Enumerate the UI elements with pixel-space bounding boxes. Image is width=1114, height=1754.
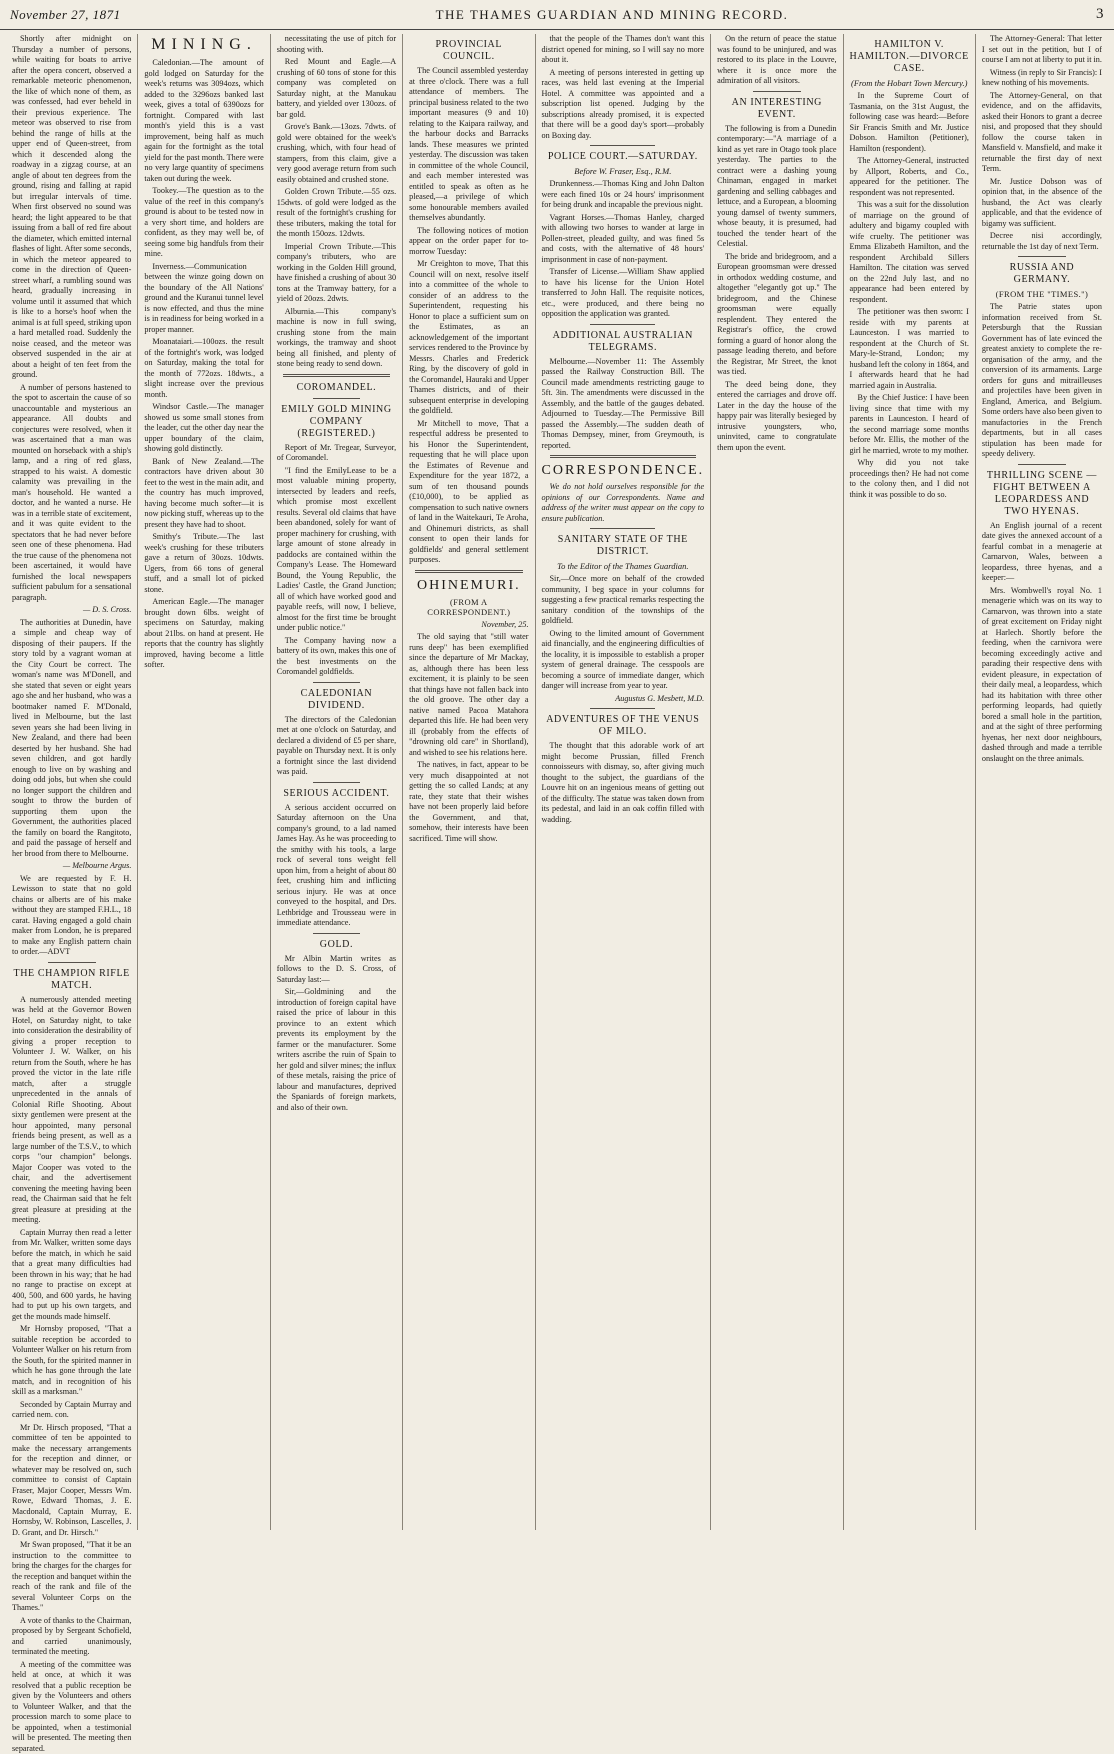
divider	[753, 91, 801, 92]
rifle-paragraph: Seconded by Captain Murray and carried nem. con.	[12, 1400, 131, 1421]
ohinemuri-paragraph: that the people of the Thames don't want this district opened for mining, so I will say no more about it.	[542, 34, 705, 66]
rifle-paragraph: Mr Hornsby proposed, "That a suitable reception be accorded to Volunteer Walker on his return from the South, for the spirited manner in which he has gone through the late match, and in recognition of his skill as a marksman."	[12, 1324, 131, 1398]
dividend-paragraph: The directors of the Caledonian met at one o'clock on Saturday, and declared a dividend of £5 per share, payable on Thursday next. It is only a fortnight since the last dividend was paid.	[277, 715, 396, 778]
divorce-paragraph: Why did you not take proceedings then? He had not come to the colony then, and I did not think it was possible to do so.	[850, 458, 969, 500]
article-source: (FROM THE "TIMES.")	[982, 289, 1102, 299]
divorce-paragraph: The Attorney-General, on that evidence, and on the affidavits, asked their Honors to grant a decree nisi, and proposed that they should follow the course taken in Mansfield v. Mansfield, and make it returnable the first day of next Term.	[982, 91, 1102, 175]
russia-paragraph: The Patrie states upon information received from St. Petersburgh that the Russian Government has of late evinced the greatest anxiety to complete the re-organisation of the army, and the conversion of its armaments. Large orders for guns and mitrailleuses and projectiles have been given in England, America, and Belgium. Some orders have also been given to manufactories in the French departments, but in all cases stipulation has been made for speedy delivery.	[982, 302, 1102, 460]
rifle-paragraph: Mr Dr. Hirsch proposed, "That a committee of ten be appointed to make the necessary arrangements for the reception and dinner, or whatever may be resolved on, such committee to consist of Captain Fraser, Major Cooper, Messrs Wm. Rowe, Edward Thomas, J. E. Macdonald, Captain Murray, E. Hornsby, W. Robinson, Lascelles, J. D. Grant, and Dr. Hirsch."	[12, 1423, 131, 1539]
rifle-paragraph: A meeting of the committee was held at once, at which it was resolved that a public reception be given by the Volunteers and others to Volunteer Walker, and that the procession march to some place to be appointed, when a testimonial will be presented. The meeting then separated.	[12, 1660, 131, 1754]
dateline: November, 25.	[409, 620, 528, 631]
divider	[1018, 256, 1066, 257]
council-paragraph: Mr Creighton to move, That this Council will on next, resolve itself into a committee of the whole to consider of an address to the Superintendent, requesting his Honor to place a sufficient sum on the Estimates, as an acknowledgement of the important services rendered to the Province by Messrs. Charles and Frederick Ring, by the discovery of gold in the Coromandel, Hauraki and Upper Thames districts, and of their subsequent enterprise in developing the goldfield.	[409, 259, 528, 417]
paupers-article: The authorities at Dunedin, have a simple and cheap way of disposing of their paupers. If the story told by a vagrant woman at the City Court be correct. The woman's name was M'Donell, and she stated that seven or eight years ago she and her husband, who was a bootmaker named F. M'Donald, lived in Melbourne, but the last seven years she had been living in New Zealand, and there had been deserted by her husband. She had seven children, and got hardly enough to live on by washing and doing odd jobs, but when she could no longer support the children and sought to throw the burden of supporting them upon the Government, the authorities placed the family on board the Rangitoto, and paid the passage of herself and her brood from there to Melbourne.	[12, 618, 131, 860]
races-paragraph: A meeting of persons interested in getting up races, was held last evening at the Imperial Hotel. A committee was appointed and a subscription list opened. Judging by the subscriptions already promised, it is expected that there will be a good day's sport—probably on Boxing day.	[542, 68, 705, 142]
mining-report: necessitating the use of pitch for shooting with.	[277, 34, 396, 55]
council-paragraph: The Council assembled yesterday at three o'clock. There was a full attendance of members. The principal business related to the two important measures (9 and 10) relating to the Kaipara railway, and the harbour docks and Barracks lands. These measures we printed yesterday. The discussion was taken in committee of the whole Council, and each member interested was entitled to speak as often as he pleased,—a privilege of which some honourable members availed themselves abundantly.	[409, 66, 528, 224]
column-2	[138, 34, 270, 1530]
court-case: Transfer of License.—William Shaw applied to have his license for the Union Hotel transferred to John Hall. The requisite notices, etc., were produced, and there being no opposition the application was granted.	[542, 267, 705, 320]
headline-emily-company: EMILY GOLD MINING COMPANY (REGISTERED.)	[277, 404, 396, 440]
emily-report: The Company having now a battery of its own, makes this one of the best investments on the Coromandel goldfields.	[277, 636, 396, 678]
masthead	[0, 0, 1114, 30]
divider	[550, 455, 696, 458]
mining-report: Red Mount and Eagle.—A crushing of 60 tons of stone for this company was completed on Saturday night, at the Manukau battery, and yielded over 130ozs. of bar gold.	[277, 57, 396, 120]
divorce-paragraph: Mr. Justice Dobson was of opinion that, in the absence of the husband, the Act was clearly applicable, and that the evidence of bigamy was sufficient.	[982, 177, 1102, 230]
rifle-paragraph: Mr Swan proposed, "That it be an instruction to the committee to bring the charges for the charges for the reception and banquet within the reach of the rank and file of the several Volunteer Corps on the Thames."	[12, 1540, 131, 1614]
column-3	[271, 34, 403, 1530]
letter-paragraph: Sir,—Once more on behalf of the crowded community, I beg space in your columns for suggesting a few practical remarks respecting the sanitary condition of the townships of the goldfield.	[542, 574, 705, 627]
mining-report: Grove's Bank.—13ozs. 7dwts. of gold were obtained for the week's crushing, which, with four head of stampers, from this claim, give a very good average return from such easily obtained and crushed stone.	[277, 122, 396, 185]
column-5	[536, 34, 712, 1530]
mining-report: Smithy's Tribute.—The last week's crushing for these tributers gave a return of 30ozs. 10dwts. Ugers, from 66 tons of general stuff, and a small lot of picked stone.	[144, 532, 263, 595]
headline-interesting-event: AN INTERESTING EVENT.	[717, 97, 836, 121]
divorce-paragraph: In the Supreme Court of Tasmania, on the 31st August, the following case was heard:—Before Sir Francis Smith and Mr. Justice Dobson. Hamilton (Petitioner), Hamilton (respondent).	[850, 91, 969, 154]
venus-paragraph: On the return of peace the statue was found to be uninjured, and was restored to its place in the Louvre, where it is once more the admiration of all visitors.	[717, 34, 836, 87]
letter-signature: Augustus G. Mesbett, M.D.	[542, 694, 705, 705]
headline-correspondence: CORRESPONDENCE.	[542, 463, 705, 479]
headline-sanitary: SANITARY STATE OF THE DISTRICT.	[542, 534, 705, 558]
divider	[313, 682, 361, 683]
court-case: Vagrant Horses.—Thomas Hanley, charged with allowing two horses to wander at large in Pollen-street, pleaded guilty, and was fined 5s and costs, with the alternative of 48 hours' imprisonment in case of non-payment.	[542, 213, 705, 266]
editor-note: We do not hold ourselves responsible for the opinions of our Correspondents. Name and address of the writer must appear on the copy to ensure publication.	[542, 482, 705, 524]
council-paragraph: The following notices of motion appear on the order paper for to-morrow Tuesday:	[409, 226, 528, 258]
divider	[283, 374, 390, 377]
event-paragraph: The bride and bridegroom, and a European groomsman were dressed in orthodox wedding costume, and altogether "elegantly got up." The bridegroom, and the Chinese groomsman were equally resplendent. They entered the Registrar's office, the crowd forming a guard of honor along the passage leading thereto, and before the Registrar, Mr Street, the knot was tied.	[717, 252, 836, 378]
gold-paragraph: Sir,—Goldmining and the introduction of foreign capital have raised the price of labour in this province to an extent which prevents its employment by the farmer or the manufacturer. Some writers ascribe the ruin of Spain to her gold and silver mines; the influx of these metals, raising the price of labour and manufactures, deprived the Spaniards of foreign markets, and also of their own.	[277, 987, 396, 1113]
divorce-paragraph: This was a suit for the dissolution of marriage on the ground of adultery and bigamy coupled with wife cruelty. The petitioner was Emma Elizabeth Hamilton, and the respondent Archibald Sillers Hamilton. The citation was served on the 22nd July last, and no appearance had been entered by respondent.	[850, 200, 969, 305]
headline-ohinemuri: OHINEMURI.	[409, 578, 528, 594]
divorce-paragraph: By the Chief Justice: I have been living since that time with my parents in Launceston. I heard of the second marriage some months before Mr. Ellis, the mother of the girl he married, wrote to my mother.	[850, 393, 969, 456]
rifle-paragraph: Captain Murray then read a letter from Mr. Walker, written some days before the match, in which he said that a great many difficulties had been thrown in his way; that he had no range to practise on except at 400, 500, and 600 yards, he having had to put up his own targets, and get the mounds made himself.	[12, 1228, 131, 1323]
divider	[313, 398, 361, 399]
headline-mining: MINING.	[144, 36, 263, 54]
mining-report: Imperial Crown Tribute.—This company's tributers, who are working in the Golden Hill ground, have finished a crushing of about 30 tons at the Tramway battery, for a yield of 20ozs. 2dwts.	[277, 242, 396, 305]
letter-paragraph: Owing to the limited amount of Government aid financially, and the engineering difficulties of the locality, it is impossible to establish a proper system of general drainage. The cesspools are becoming a source of immediate danger, which danger will increase from year to year.	[542, 629, 705, 692]
emily-report: "I find the EmilyLease to be a most valuable mining property, intersected by leaders and reefs, which promise most excellent results. Several old claims that have been abandoned, solely for want of proper machinery for crushing, with large amount of stone already in paddocks are contained within the Company's Lease. The Homeward Bound, the Young Republic, the Ladies' Castle, the Grand Junction; all of which have worked good and payable reefs, will now, I believe, almost for the first time be brought under public notice."	[277, 466, 396, 634]
column-4	[403, 34, 535, 1530]
headline-russia-germany: RUSSIA AND GERMANY.	[982, 262, 1102, 286]
divider	[590, 324, 655, 325]
issue-date: November 27, 1871	[10, 7, 160, 23]
mining-report: Inverness.—Communication between the winze going down on the boundary of the All Nations' ground and the Kuranui tunnel level is now effected, and thus the mine is in readiness for being worked in a proper manner.	[144, 262, 263, 336]
meteor-article-cont: A number of persons hastened to the spot to ascertain the cause of so unaccountable and mysterious an appearance. All doubts and conjectures were resolved, when it was ascertained that a man was mounted on horseback with a ship's lamp, and a ring of red glass, strapped to his waist. A domestic calamity was prevailing in the man's household. He wanted a doctor, and he wanted a nurse. He was in a terrible state of excitement, and it was quite evident to the spectators that he had never before seen one of these phenomena. Had the true cause of the phenomena not been ascertained, it would have furnished the local newspapers sufficient pabulum for a sensational paragraph.	[12, 383, 131, 604]
venus-paragraph: The thought that this adorable work of art might become Prussian, filled French connoisseurs with dismay, so, after giving much thought to the subject, the guardians of the Louvre hit on an ingenious means of getting out of the difficulty. The statue was taken down from its pedestal, and laid in an oak coffin filled with wadding.	[542, 741, 705, 825]
divorce-paragraph: The Attorney-General: That letter I set out in the petition, but I of course I am not at liberty to put it in.	[982, 34, 1102, 66]
mining-report: Golden Crown Tribute.—55 ozs. 15dwts. of gold were lodged as the result of the fortnight's crushing for these tributers, making the total for the month 150ozs. 12dwts.	[277, 187, 396, 240]
headline-police-court: POLICE COURT.—SATURDAY.	[542, 151, 705, 163]
column-8	[976, 34, 1108, 1530]
court-magistrate: Before W. Fraser, Esq., R.M.	[542, 166, 705, 176]
advertisement: We are requested by F. H. Lewisson to state that no gold chains or alberts are of his make without they are stamped F.H.L., 18 carat. Having engaged a gold chain maker from London, he is prepared to make any English pattern chain to order.—ADVT	[12, 874, 131, 958]
letter-salutation: To the Editor of the Thames Guardian.	[542, 561, 705, 571]
mining-report: Bank of New Zealand.—The contractors have driven about 30 feet to the west in the main adit, and the country has much improved, having become much softer—it is now picking stuff, whereas up to the present they have had to shoot.	[144, 457, 263, 531]
ohinemuri-paragraph: The old saying that "still water runs deep" has been exemplified since the departure of Mr Mackay, as, although there has been less excitement, it is plainly to be seen that things have not fallen back into the old groove. The other day a native named Pacoa Matahora departed this life. He had been very ill (probably from the effects of "drowning old care" in Shortland), and wished to see his relations here.	[409, 632, 528, 758]
divorce-paragraph: Witness (in reply to Sir Francis): I knew nothing of his movements.	[982, 68, 1102, 89]
divider	[48, 962, 96, 963]
divider	[590, 708, 655, 709]
ohinemuri-paragraph: The natives, in fact, appear to be very much disappointed at not getting the so called Lands; at any rate, they state that their wishes have not been properly laid before the Government, and that, somehow, their interests have been sacrificed. Time will show.	[409, 760, 528, 844]
headline-rifle-match: THE CHAMPION RIFLE MATCH.	[12, 968, 131, 992]
headline-telegrams: ADDITIONAL AUSTRALIAN TELEGRAMS.	[542, 330, 705, 354]
divider	[415, 570, 522, 573]
court-case: Drunkenness.—Thomas King and John Dalton were each fined 10s or 24 hours' imprisonment for being drunk and incapable the previous night.	[542, 179, 705, 211]
meteor-article: Shortly after midnight on Thursday a number of persons, while waiting for boats to arrive after the opera concert, observed a remarkable meteoric phenomenon, the like of which none of them, as was confessed, had ever beheld in their previous experience. The meteor was observed to rise from behind the range of hills at the upper end of Queen-street, from which it descended along the roadway in a zigzag course, at an angle of about ten degrees from the ground, rising and falling at rapid but irregular intervals of time. When first observed no sound was heard; the light appeared to be that issuing from a ball of red fire about the diameter, which emitted internal flashes of light. After some seconds, in which the meteor appeared to come in the direction of Queen-street wharf, a rumbling sound was heard, gradually increasing in volume until it assumed that which is like to a horse's hoof when the animal is at full speed, striking upon a hard metalled road. Suddenly the noise ceased, and the meteor was observed suspended in the air at about a height of ten feet from the ground.	[12, 34, 131, 381]
headline-coromandel: COROMANDEL.	[277, 382, 396, 394]
column-7	[844, 34, 976, 1530]
column-6	[711, 34, 843, 1530]
headline-provincial-council: PROVINCIAL COUNCIL.	[409, 39, 528, 63]
accident-paragraph: A serious accident occurred on Saturday afternoon on the Una company's ground, to a lad named James Hay. As he was proceeding to the smithy with his tools, a large rock of several tons weight fell upon him, from a height of about 80 feet, crushing him and inflicting serious injury. He was at once conveyed to the hospital, and Drs. Lethbridge and Trousseau were in immediate attendance.	[277, 803, 396, 929]
hyenas-paragraph: An English journal of a recent date gives the annexed account of a fearful combat in a menagerie at Carnarvon, Wales, between a leopardess, three hyenas, and a keeper:—	[982, 521, 1102, 584]
article-source: — D. S. Cross.	[12, 605, 131, 616]
headline-gold: GOLD.	[277, 939, 396, 951]
council-paragraph: Mr Mitchell to move, That a respectful address be presented to his Honor the Superintendent, requesting that he will place upon the Estimates of Revenue and Expenditure for the year 1872, a sum of ten thousand pounds (£10,000), to be applied as compensation to such native owners of land in the Waitekauri, Te Aroha, and Ohinemuri districts, as shall consent to open their lands for goldfields' and general settlement purposes.	[409, 419, 528, 566]
headline-venus-of-milo: ADVENTURES OF THE VENUS OF MILO.	[542, 714, 705, 738]
byline: (FROM A CORRESPONDENT.)	[409, 597, 528, 617]
divorce-paragraph: The Attorney-General, instructed by Allport, Roberts, and Co., appeared for the petitioner. The respondent was not represented.	[850, 156, 969, 198]
newspaper-columns	[6, 34, 1108, 1530]
report-intro: Report of Mr. Tregear, Surveyor, of Coromandel.	[277, 443, 396, 464]
mining-report: Caledonian.—The amount of gold lodged on Saturday for the week's returns was 3094ozs, which added to the 3296ozs banked last week, gives a total of 6390ozs for fortnight. Compared with last month's yield this is a vast improvement, being half as much again for the fortnight as the total yield for the past month. There were no very large quantity of specimens taken out during the week.	[144, 58, 263, 184]
gold-paragraph: Mr Albin Martin writes as follows to the D. S. Cross, of Saturday last:—	[277, 954, 396, 986]
telegram-paragraph: Melbourne.—November 11: The Assembly passed the Railway Construction Bill. The Council made amendments restricting gauge to 5ft. 3in. The amendments were discussed in the Assembly, and the battle of the gauges debated. Adjourned to Tuesday.—The Permissive Bill passed the Assembly.—The sudden death of Thomas Dempsey, miner, from Greymouth, is reported.	[542, 357, 705, 452]
rifle-paragraph: A numerously attended meeting was held at the Governor Bowen Hotel, on Saturday night, to take into consideration the desirability of giving a proper reception to Volunteer J. W. Walker, on his return from the South, where he has proved the victor in the late rifle match, after a struggle unprecedented in the annals of Colonial Rifle Shooting. About sixty gentlemen were present at the hour appointed, many personal friends being present, as well as a large number of the T.S.V., to which corps "our champion" belongs. Major Cooper was voted to the chair, and the advertisement convening the meeting having been read, the Chairman said that he felt great pleasure at presiding at the meeting.	[12, 995, 131, 1226]
divider	[313, 782, 361, 783]
article-source: (From the Hobart Town Mercury.)	[850, 78, 969, 88]
divider	[590, 528, 655, 529]
newspaper-title: THE THAMES GUARDIAN AND MINING RECORD.	[160, 7, 1064, 23]
headline-divorce-case: HAMILTON V. HAMILTON.—DIVORCE CASE.	[850, 39, 969, 75]
divorce-paragraph: The petitioner was then sworn: I reside with my parents at Launceston. I was married to respondent at the Church of St. Mary-le-Strand, London; my husband left the colony in 1864, and I afterwards heard that he had married again in Australia.	[850, 307, 969, 391]
divider	[590, 145, 655, 146]
divider	[313, 933, 361, 934]
article-source: — Melbourne Argus.	[12, 861, 131, 872]
event-paragraph: The deed being done, they entered the carriages and drove off. Later in the day the house of the happy pair was literally besieged by intrusive youngsters, who, uninvited, came to congratulate them upon the event.	[717, 380, 836, 454]
mining-report: Moanataiari.—100ozs. the result of the fortnight's work, was lodged on Saturday, making the total for the month of 772ozs. 18dwts., a slight increase over the previous month.	[144, 337, 263, 400]
mining-report: American Eagle.—The manager brought down 6lbs. weight of specimens on Saturday, making about 21lbs. on hand at present. He reports that the country has slightly improved, having become a little softer.	[144, 597, 263, 671]
divider	[1018, 464, 1066, 465]
headline-hyenas-fight: THRILLING SCENE — FIGHT BETWEEN A LEOPARDESS AND TWO HYENAS.	[982, 470, 1102, 518]
mining-report: Tookey.—The question as to the value of the reef in this company's ground is about to be tested now in a very short time, and holders are confident, as they may well be, of seeing some big handfuls from their mine.	[144, 186, 263, 260]
column-1	[6, 34, 138, 1530]
page-number: 3	[1064, 6, 1104, 23]
headline-serious-accident: SERIOUS ACCIDENT.	[277, 788, 396, 800]
event-paragraph: The following is from a Dunedin contemporary:—"A marriage of a kind as yet rare in Otago took place yesterday. The parties to the contract were a dashing young Chinaman, engaged in market gardening and selling cabbages and lettuce, and a European, a blooming young damsel of twenty summers, whose beauty, it is presumed, had touched the tender heart of the Celestial.	[717, 124, 836, 250]
mining-report: Alburnia.—This company's machine is now in full swing, crushing stone from the main workings, the tramway and shoot being all finished, and plenty of stone being ready to send down.	[277, 307, 396, 370]
headline-caledonian-dividend: CALEDONIAN DIVIDEND.	[277, 688, 396, 712]
rifle-paragraph: A vote of thanks to the Chairman, proposed by by Sergeant Schofield, and carried unanimously, terminated the meeting.	[12, 1616, 131, 1658]
hyenas-paragraph: Mrs. Wombwell's royal No. 1 menagerie which was on its way to Carnarvon, was thrown into a state of great excitement on Friday night at Harlech. Shortly before the feeding, when the carnivora were becoming exceedingly active and parading their respective dens with evident pleasure, in expectation of their daily meal, a leopardess, which had its habitation with three other performing leopards, had quietly bored a small hole in the partition, and at the sight of three performing hyenas, her next door neighbours, dashed through and made a terrible onslaught on the three animals.	[982, 586, 1102, 765]
mining-report: Windsor Castle.—The manager showed us some small stones from the leader, cut the other day near the upper boundary of the claim, showing gold distinctly.	[144, 402, 263, 455]
divorce-paragraph: Decree nisi accordingly, returnable the 1st day of next Term.	[982, 231, 1102, 252]
